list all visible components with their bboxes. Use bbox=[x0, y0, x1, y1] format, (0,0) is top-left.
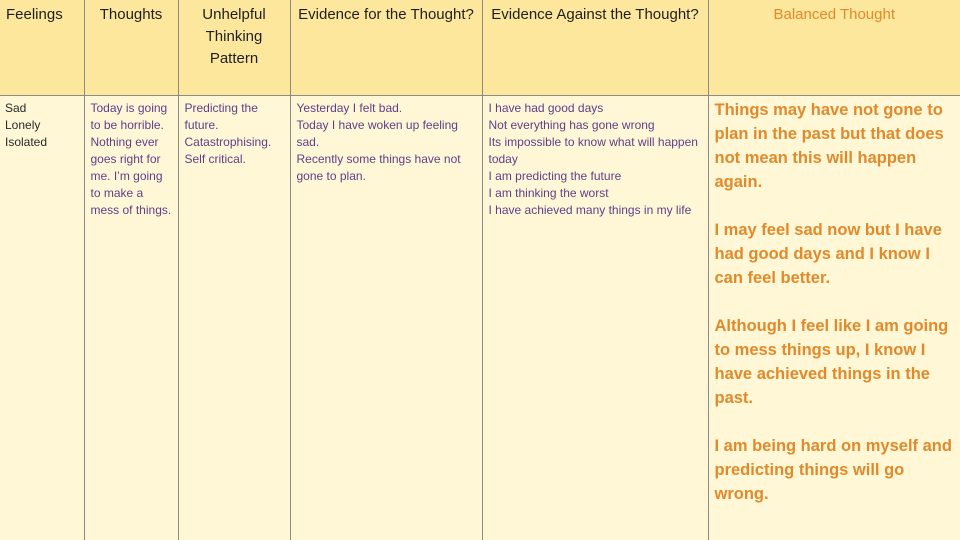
balanced-thought: Although I feel like I am going to mess things up, I know I have achieved things in the past. bbox=[714, 317, 949, 407]
evidence-against-item: I am predicting the future bbox=[488, 169, 622, 183]
balanced-thought-cell bbox=[708, 96, 960, 540]
balanced-thought: I am being hard on myself and predicting things will go wrong. bbox=[714, 437, 952, 503]
header-row bbox=[0, 0, 960, 96]
evidence-against-item: I have achieved many things in my life bbox=[488, 203, 692, 217]
evidence-against-item: Not everything has gone wrong bbox=[488, 118, 655, 132]
header-balanced-thought: Balanced Thought bbox=[708, 0, 960, 96]
evidence-for-item: Today I have woken up feeling sad. bbox=[296, 118, 458, 149]
evidence-for-cell bbox=[290, 96, 482, 540]
evidence-for-item: Yesterday I felt bad. bbox=[296, 101, 403, 115]
header-feelings: Feelings bbox=[0, 0, 84, 96]
pattern-item: Self critical. bbox=[184, 152, 246, 166]
pattern-item: Catastrophising. bbox=[184, 135, 272, 149]
header-evidence-for: Evidence for the Thought? bbox=[290, 0, 482, 96]
feeling-item: Lonely bbox=[5, 118, 41, 132]
feeling-item: Sad bbox=[5, 101, 27, 115]
evidence-against-item: I have had good days bbox=[488, 101, 604, 115]
balanced-thought: I may feel sad now but I have had good days and I know I can feel better. bbox=[714, 221, 942, 287]
feeling-item: Isolated bbox=[5, 135, 48, 149]
header-thoughts: Thoughts bbox=[84, 0, 178, 96]
evidence-against-item: Its impossible to know what will happen today bbox=[488, 135, 698, 166]
balanced-thought: Things may have not gone to plan in the past but that does not mean this will happen again. bbox=[714, 101, 944, 191]
header-evidence-against: Evidence Against the Thought? bbox=[482, 0, 708, 96]
pattern-item: Predicting the future. bbox=[184, 101, 258, 132]
evidence-against-cell bbox=[482, 96, 708, 540]
thoughts-text: Today is going to be horrible. Nothing ever goes right for me. I’m going to make a mess of things. bbox=[90, 101, 172, 217]
evidence-for-item: Recently some things have not gone to plan. bbox=[296, 152, 461, 183]
table-row bbox=[0, 96, 960, 540]
feelings-cell bbox=[0, 96, 84, 540]
thoughts-cell bbox=[84, 96, 178, 540]
header-unhelpful-pattern: Unhelpful Thinking Pattern bbox=[178, 0, 290, 96]
evidence-against-item: I am thinking the worst bbox=[488, 186, 609, 200]
pattern-cell bbox=[178, 96, 290, 540]
